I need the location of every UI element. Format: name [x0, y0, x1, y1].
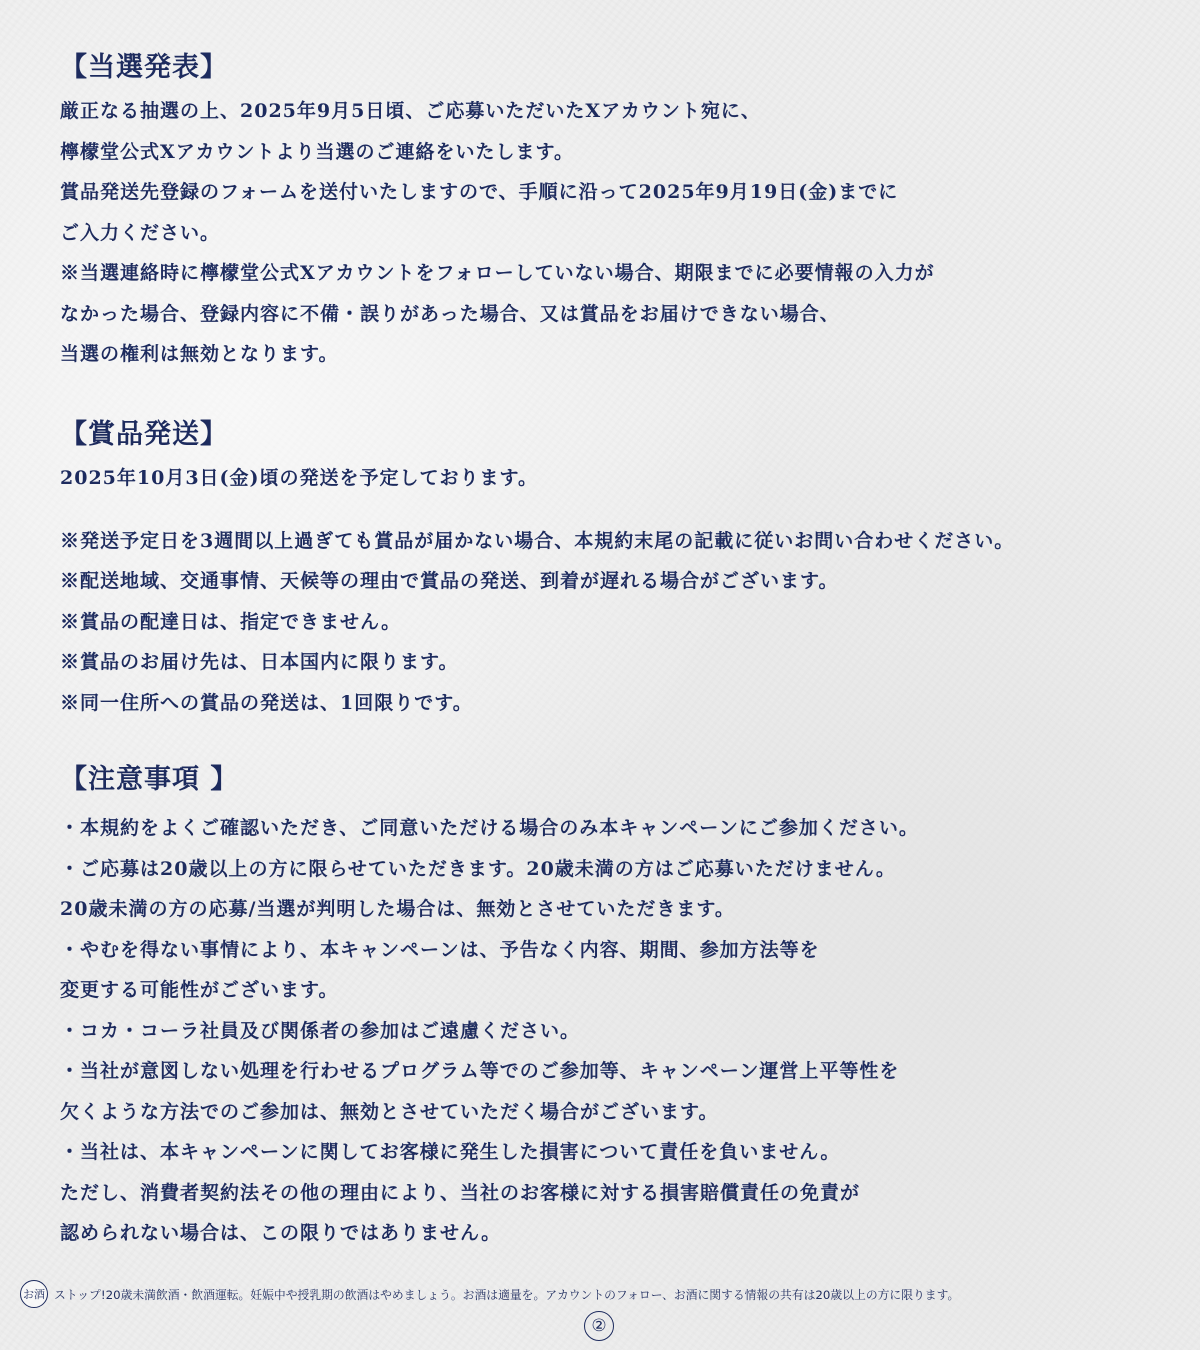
text-line: ・当社は、本キャンペーンに関してお客様に発生した損害について責任を負いません。: [60, 1141, 841, 1163]
text-line: 厳正なる抽選の上、2025年9月5日頃、ご応募いただいたXアカウント宛に、: [60, 100, 761, 122]
note-line: ※賞品のお届け先は、日本国内に限ります。: [60, 651, 459, 673]
section-heading: 【注意事項 】: [60, 764, 239, 795]
text-line: ・当社が意図しない処理を行わせるプログラム等でのご参加等、キャンペーン運営上平等性を: [60, 1060, 900, 1082]
section-heading: 【賞品発送】: [60, 419, 228, 450]
text-line: 変更する可能性がございます。: [60, 979, 339, 1001]
note-line: ※発送予定日を3週間以上過ぎても賞品が届かない場合、本規約末尾の記載に従いお問い合わせください。: [60, 529, 1015, 552]
section-heading: 【当選発表】: [60, 52, 228, 83]
alcohol-warning-text: ストップ!20歳未満飲酒・飲酒運転。妊娠中や授乳期の飲酒はやめましょう。お酒は適量を。アカウントのフォロー、お酒に関する情報の共有は20歳以上の方に限ります。: [54, 1287, 960, 1302]
page-number: ②: [584, 1311, 614, 1341]
osake-mark-icon: お酒: [20, 1280, 48, 1308]
note-line: ※同一住所への賞品の発送は、1回限りです。: [60, 691, 473, 714]
text-line: 檸檬堂公式Xアカウントより当選のご連絡をいたします。: [60, 140, 575, 163]
text-line: ※当選連絡時に檸檬堂公式Xアカウントをフォローしていない場合、期限までに必要情報の入力が: [60, 262, 935, 284]
section-notes: [60, 760, 1180, 1254]
alcohol-warning-footer: [20, 1278, 1190, 1310]
text-line: ご入力ください。: [60, 221, 221, 244]
text-line: ・コカ・コーラ社員及び関係者の参加はご遠慮ください。: [60, 1019, 581, 1042]
text-line: 20歳未満の方の応募/当選が判明した場合は、無効とさせていただきます。: [60, 898, 735, 920]
text-line: 賞品発送先登録のフォームを送付いたしますので、手順に沿って2025年9月19日(金)までに: [60, 181, 899, 203]
text-line: 認められない場合は、この限りではありません。: [60, 1222, 502, 1244]
section-prize-shipping: [60, 415, 1180, 723]
text-line: ・ご応募は20歳以上の方に限らせていただきます。20歳未満の方はご応募いただけません。: [60, 857, 896, 880]
text-line: なかった場合、登録内容に不備・誤りがあった場合、又は賞品をお届けできない場合、: [60, 302, 840, 325]
text-line: ・本規約をよくご確認いただき、ご同意いただける場合のみ本キャンペーンにご参加ください。: [60, 817, 919, 839]
text-line: ・やむを得ない事情により、本キャンペーンは、予告なく内容、期間、参加方法等を: [60, 938, 820, 961]
text-line: 当選の権利は無効となります。: [60, 343, 339, 365]
text-line: 欠くような方法でのご参加は、無効とさせていただく場合がございます。: [60, 1100, 719, 1123]
text-line: 2025年10月3日(金)頃の発送を予定しております。: [60, 467, 539, 489]
note-line: ※配送地域、交通事情、天候等の理由で賞品の発送、到着が遅れる場合がございます。: [60, 570, 839, 592]
text-line: ただし、消費者契約法その他の理由により、当社のお客様に対する損害賠償責任の免責が: [60, 1181, 861, 1204]
section-winner-announcement: [60, 48, 1180, 375]
note-line: ※賞品の配達日は、指定できません。: [60, 610, 402, 633]
